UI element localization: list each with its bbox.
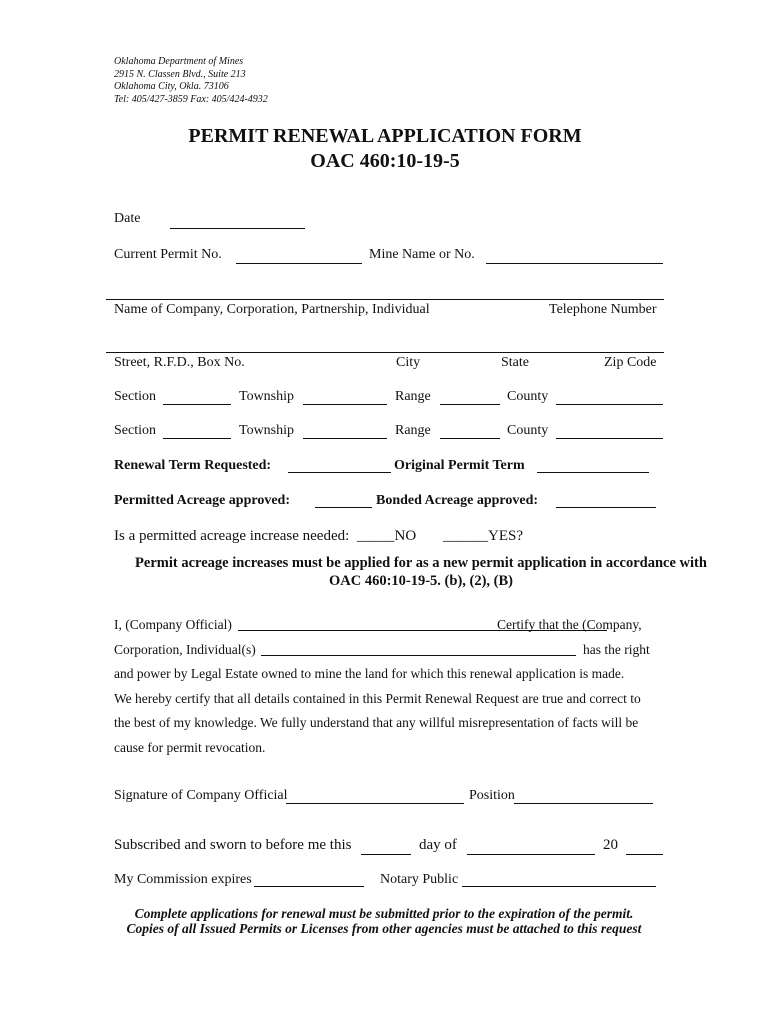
township-field-2[interactable] [303, 438, 387, 439]
individuals-field[interactable] [261, 655, 576, 656]
county-label-1: County [507, 389, 549, 404]
certification-line3: and power by Legal Estate owned to mine the land for which this renewal application is made. [114, 666, 625, 681]
month-field[interactable] [467, 854, 595, 855]
street-label: Street, R.F.D., Box No. [114, 355, 245, 370]
footer-note-line1: Complete applications for renewal must be submitted prior to the expiration of the permit. [134, 906, 634, 921]
form-title: PERMIT RENEWAL APPLICATION FORM [188, 125, 582, 147]
individuals-label: Corporation, Individual(s) [114, 641, 256, 657]
increase-no-option[interactable]: _____NO [357, 528, 417, 544]
county-label-2: County [507, 423, 549, 438]
position-label: Position [469, 788, 515, 803]
signature-label: Signature of Company Official [114, 788, 288, 803]
city-label: City [396, 355, 421, 370]
county-field-2[interactable] [556, 438, 663, 439]
acreage-notice-line2: OAC 460:10-19-5. (b), (2), (B) [328, 573, 514, 589]
permitted-acreage-field[interactable] [315, 507, 372, 508]
range-label-2: Range [395, 423, 431, 438]
agency-phone: Tel: 405/427-3859 Fax: 405/424-4932 [114, 93, 268, 105]
original-term-label: Original Permit Term [394, 458, 525, 473]
bonded-acreage-label: Bonded Acreage approved: [376, 493, 539, 508]
certification-line6: cause for permit revocation. [114, 739, 266, 755]
agency-name: Oklahoma Department of Mines [114, 56, 244, 67]
subscribed-label: Subscribed and sworn to before me this [114, 837, 352, 853]
renewal-term-field[interactable] [288, 472, 391, 473]
certification-line5: the best of my knowledge. We fully understand that any willful misrepresentation of facts will be [114, 715, 639, 730]
state-label: State [501, 355, 529, 370]
footer-note-line2: Copies of all Issued Permits or Licenses from other agencies must be attached to this request [126, 921, 642, 936]
date-field[interactable] [170, 228, 305, 229]
year-field[interactable] [626, 854, 663, 855]
county-field-1[interactable] [556, 404, 663, 405]
signature-field[interactable] [286, 803, 464, 804]
commission-expires-label: My Commission expires [114, 872, 252, 887]
position-field[interactable] [514, 803, 653, 804]
commission-expires-field[interactable] [254, 886, 364, 887]
telephone-label: Telephone Number [549, 302, 657, 317]
mine-name-field[interactable] [486, 263, 663, 264]
date-label: Date [114, 211, 141, 226]
company-name-label: Name of Company, Corporation, Partnership, Individual [114, 302, 430, 317]
zip-label: Zip Code [604, 355, 657, 370]
day-field[interactable] [361, 854, 411, 855]
street-address-field[interactable] [106, 352, 664, 353]
notary-public-label: Notary Public [380, 872, 459, 887]
township-label-2: Township [239, 423, 295, 438]
form-regulation-code: OAC 460:10-19-5 [310, 150, 460, 172]
agency-city: Oklahoma City, Okla. 73106 [114, 81, 229, 92]
current-permit-label: Current Permit No. [114, 247, 222, 262]
section-field-2[interactable] [163, 438, 231, 439]
company-name-field[interactable] [106, 299, 664, 300]
mine-name-label: Mine Name or No. [369, 247, 475, 262]
certification-line4: We hereby certify that all details contained in this Permit Renewal Request are true and correct to [114, 690, 641, 706]
acreage-increase-question: Is a permitted acreage increase needed: [114, 528, 350, 544]
range-field-1[interactable] [440, 404, 500, 405]
right-text: has the right [583, 641, 650, 657]
certification-paragraph [114, 613, 657, 760]
range-field-2[interactable] [440, 438, 500, 439]
permitted-acreage-label: Permitted Acreage approved: [114, 493, 290, 508]
renewal-term-label: Renewal Term Requested: [114, 458, 272, 473]
certify-text: Certify that the (Company, [497, 617, 642, 632]
current-permit-field[interactable] [236, 263, 362, 264]
section-field-1[interactable] [163, 404, 231, 405]
agency-address-block [114, 56, 268, 106]
agency-street: 2915 N. Classen Blvd., Suite 213 [114, 68, 246, 80]
day-of-label: day of [419, 837, 457, 853]
increase-yes-option[interactable]: ______YES? [443, 528, 523, 544]
section-label-1: Section [114, 389, 156, 404]
township-field-1[interactable] [303, 404, 387, 405]
original-term-field[interactable] [537, 472, 649, 473]
notary-public-field[interactable] [462, 886, 656, 887]
township-label-1: Township [239, 389, 295, 404]
section-label-2: Section [114, 423, 156, 438]
acreage-notice-line1: Permit acreage increases must be applied for as a new permit application in accordance with [135, 555, 707, 571]
year-prefix: 20 [603, 837, 618, 853]
bonded-acreage-field[interactable] [556, 507, 656, 508]
company-official-label: I, (Company Official) [114, 617, 232, 632]
range-label-1: Range [395, 389, 431, 404]
